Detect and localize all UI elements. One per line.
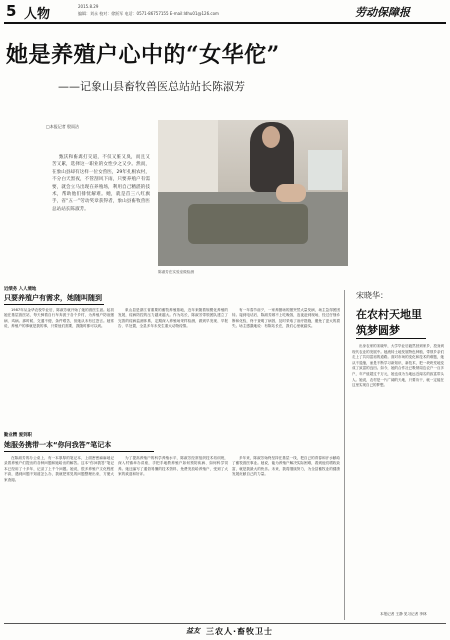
section2-rule bbox=[4, 451, 154, 452]
photo-hand bbox=[276, 184, 306, 202]
section2-column-3: 多年来，陈淑芳始终坚持在基层一线，把自己的青春和汗水献给了畜牧兽医事业。她说，能为养殖户解决实际困难，看到他们增收致富，就是我最大的快乐。未来，我将继续努力，为全县畜牧业的健康发展贡献自己的力量。 bbox=[232, 456, 340, 477]
section1-column-3: 有一年春节前夕，一家养猪场的猪突然大量发病，场主急得团团转。接到电话后，陈淑芳顾不上吃晚饭，连夜赶到现场，经过仔细诊断和化验，终于查明了病因，及时采取了治疗措施，避免了更大的损失。场主感激地说：有陈站长在，我们心里就踏实。 bbox=[232, 308, 340, 329]
header-rule bbox=[4, 22, 446, 24]
section1-tag: 近绩务 入人境地 bbox=[4, 287, 37, 292]
photo-equipment bbox=[308, 150, 342, 190]
issue-date: 2015.8.29 bbox=[78, 4, 99, 9]
section1-rule bbox=[4, 304, 104, 305]
sidebar-signature: 本报记者 王静 见习记者 李林 bbox=[380, 612, 427, 616]
section2-tag: 勤业精 爱到职 bbox=[4, 433, 32, 438]
footer-logo: 益友 bbox=[186, 626, 200, 635]
sidebar-body: 出身农家的宋晓华，大学毕业后毅然回到家乡，投身到现代农业的发展中。她流转土地发展特色种植，带领乡亲们走上了共同富裕的道路。面对市场的变化和技术的难题，她从不退缩，而是不断学习新知识、新技术，把一块块荒地变成了致富的良田。如今，她的合作社已吸纳周边农户一百多户，年产值超过千万元，她也成为当地远近闻名的致富带头人。她说，农村是一片广阔的天地，只要肯干，就一定能在这里实现自己的梦想。 bbox=[352, 344, 444, 388]
section2-column-2: 为了提高养殖户的科学养殖水平，陈淑芳经常组织技术培训班，深入村镇举办讲座，手把手地教养殖户如何预防疾病、如何科学饲养。她还编写了通俗易懂的技术资料，免费发放给养殖户，受到了大家的欢迎和好评。 bbox=[118, 456, 228, 477]
footer-column-name: 三农人·畜牧卫士 bbox=[206, 627, 274, 636]
editor-contact-line: 编辑：刘永 校对：徐跃军 电话：0571-86757155 E-mail:ldhu01@126.com bbox=[78, 11, 219, 16]
article-byline: □本报记者 殷雨洁 bbox=[46, 124, 80, 129]
section2-title: 她服务携带一本“你问我答”笔记本 bbox=[4, 441, 112, 449]
section1-column-2: 象山县是浙江省重要的畜牧养殖基地，近年来随着规模化养殖的发展，疫病防控的压力越来越大。作为站长，陈淑芳带领团队建立了完善的疫病监测体系，定期深入养殖场采样检测，做到早发现、早报告、早处置，全县多年未发生重大动物疫情。 bbox=[118, 308, 228, 329]
photo-wall bbox=[158, 120, 218, 192]
section1-title: 只要养殖户有需求，她随叫随到 bbox=[4, 294, 102, 302]
sidebar-title-line2: 筑梦圆梦 bbox=[356, 324, 400, 337]
newspaper-name: 劳动保障报 bbox=[355, 6, 410, 19]
page-number: 5 bbox=[6, 2, 17, 20]
article-photo bbox=[158, 120, 348, 266]
photo-tray bbox=[188, 204, 308, 244]
section1-column-1: 1987年从金华农校毕业后，陈淑芳就开始了她的兽医生涯。起初她在基层兽医站，每天骑着自行车奔波于各个乡村，为养殖户防治猪病、鸡病。那时候，交通不便，条件艰苦，但她从未有过怨言。她常说，养殖户的事就是我的事，只要他们需要，我随时都可以到。 bbox=[4, 308, 114, 329]
sidebar-name-tag: 宋晓华： bbox=[356, 291, 388, 300]
sidebar-divider bbox=[344, 290, 345, 620]
article-lead: 甄沃和畜禽打交道，不仅又脏又臭，而且又苦又累，选择这一职业的女性少之又少。然而，在象山县却有这样一位女兽医，29年扎根农村，不分白天黑夜，不管刮风下雨，只要养殖户有需要，就会立马出现在养殖场，利用自己精湛的技术，帮助他们排忧解难。她，就是首三八红旗手，省“五一”劳动奖章获得者，象山县畜牧兽医总站站长陈淑芳。 bbox=[52, 155, 150, 212]
section2-column-1: 在陈淑芳的办公桌上，有一本厚厚的笔记本，上面密密麻麻地记录着养殖户们提出的各种问题和她给出的解答。这本“你问我答”笔记本已经用了十多年，记录了上千个问题。她说，很多养殖户文化程度不高，遇到问题不知道怎么办，我就把常见的问题整理出来，方便大家查阅。 bbox=[4, 456, 114, 482]
sidebar-title-line1: 在农村天地里 bbox=[356, 308, 422, 321]
article-title: 她是养殖户心中的“女华佗” bbox=[6, 42, 280, 68]
photo-face bbox=[262, 126, 280, 148]
article-subtitle: ——记象山县畜牧兽医总站站长陈淑芳 bbox=[58, 80, 245, 93]
section-name: 人物 bbox=[24, 7, 51, 22]
sidebar-rule bbox=[356, 338, 426, 339]
footer-rule bbox=[4, 623, 446, 624]
photo-caption: 陈淑芳在实验室做检测 bbox=[158, 270, 194, 274]
